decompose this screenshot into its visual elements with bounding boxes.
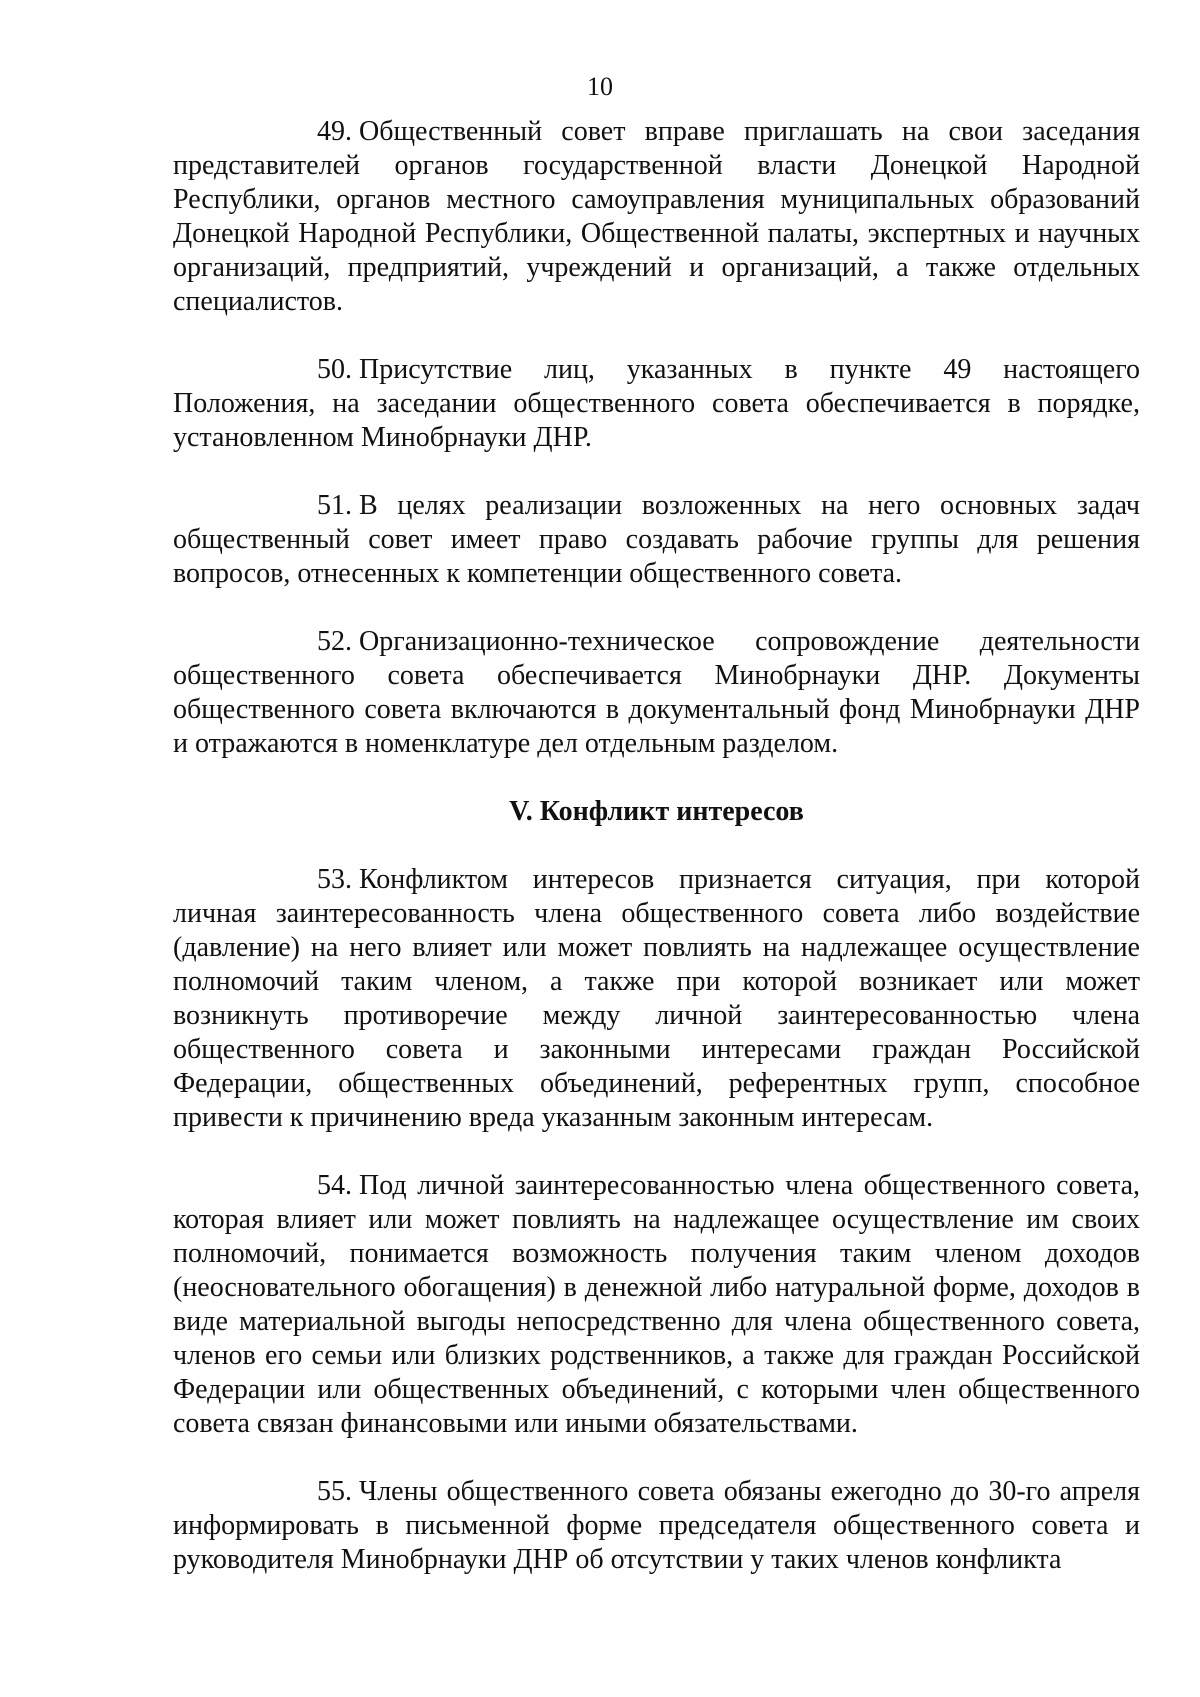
section-heading: V. Конфликт интересов [509, 796, 804, 827]
paragraph-51 [173, 489, 1140, 591]
paragraph-55 [173, 1475, 1140, 1577]
paragraph-54 [173, 1169, 1140, 1441]
paragraph-number: 51. [317, 490, 352, 521]
paragraph-number: 49. [317, 116, 352, 147]
paragraph-49 [173, 115, 1140, 319]
page-number: 10 [587, 72, 613, 101]
paragraph-number: 52. [317, 626, 352, 657]
paragraph-text: Члены общественного совета обязаны ежегодно до 30-го апреля информировать в письменной форме председателя общественного совета и руководителя Минобрнауки ДНР об отсутствии у таких членов конфликта [173, 1476, 1140, 1575]
paragraph-number: 50. [317, 354, 352, 385]
paragraph-text: Присутствие лиц, указанных в пункте 49 настоящего Положения, на заседании общественного совета обеспечивается в порядке, установленном Минобрнауки ДНР. [173, 354, 1140, 453]
paragraph-52 [173, 625, 1140, 761]
paragraph-50 [173, 353, 1140, 455]
paragraph-text: Организационно-техническое сопровождение деятельности общественного совета обеспечивается Минобрнауки ДНР. Документы общественного совета включаются в документальный фонд Минобрнауки ДНР и отражаются в номенклатуре дел отдельным разделом. [173, 626, 1140, 759]
document-body [173, 115, 1140, 1577]
paragraph-53 [173, 863, 1140, 1135]
paragraph-number: 54. [317, 1170, 352, 1201]
paragraph-text: Общественный совет вправе приглашать на свои заседания представителей органов государственной власти Донецкой Народной Республики, органов местного самоуправления муниципальных образований Донецкой Народной Республики, Общественной палаты, экспертных и научных организаций, предприятий, учреждений и организаций, а также отдельных специалистов. [173, 116, 1140, 317]
paragraph-number: 55. [317, 1476, 352, 1507]
paragraph-text: В целях реализации возложенных на него основных задач общественный совет имеет право создавать рабочие группы для решения вопросов, отнесенных к компетенции общественного совета. [173, 490, 1140, 589]
paragraph-text: Конфликтом интересов признается ситуация, при которой личная заинтересованность члена общественного совета либо воздействие (давление) на него влияет или может повлиять на надлежащее осуществление полномочий таким членом, а также при которой возникает или может возникнуть противоречие между личной заинтересованностью члена общественного совета и законными интересами граждан Российской Федерации, общественных объединений, референтных групп, способное привести к причинению вреда указанным законным интересам. [173, 864, 1140, 1133]
paragraph-number: 53. [317, 864, 352, 895]
paragraph-text: Под личной заинтересованностью члена общественного совета, которая влияет или может повлиять на надлежащее осуществление им своих полномочий, понимается возможность получения таким членом доходов (неосновательного обогащения) в денежной либо натуральной форме, доходов в виде материальной выгоды непосредственно для члена общественного совета, членов его семьи или близких родственников, а также для граждан Российской Федерации или общественных объединений, с которыми член общественного совета связан финансовыми или иными обязательствами. [173, 1170, 1140, 1439]
